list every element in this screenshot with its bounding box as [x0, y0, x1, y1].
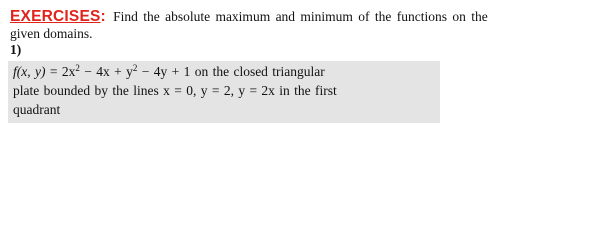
- exercises-title: EXERCISES: [10, 8, 101, 25]
- function-term-1: = 2x: [45, 64, 76, 79]
- problem-statement-box: [8, 61, 440, 123]
- intro-text-line2: given domains.: [10, 26, 93, 41]
- problem-line-3: quadrant: [13, 102, 61, 117]
- exercises-colon: :: [100, 8, 106, 25]
- function-name: f(x, y): [13, 64, 46, 79]
- exponent-2: 2: [132, 63, 138, 73]
- intro-text-line1: Find the absolute maximum and minimum of the functions on the: [113, 9, 488, 24]
- exercises-heading-line: [10, 9, 590, 25]
- function-term-2: − 4x + y: [79, 64, 133, 79]
- problem-line-1: [13, 64, 325, 80]
- function-term-3: − 4y + 1: [137, 64, 191, 79]
- problem-line-1-tail: on the closed triangular: [190, 64, 325, 79]
- problem-number: 1): [10, 42, 22, 57]
- exponent-1: 2: [75, 63, 80, 73]
- problem-line-2: plate bounded by the lines x = 0, y = 2, y = 2x in the first: [13, 83, 337, 98]
